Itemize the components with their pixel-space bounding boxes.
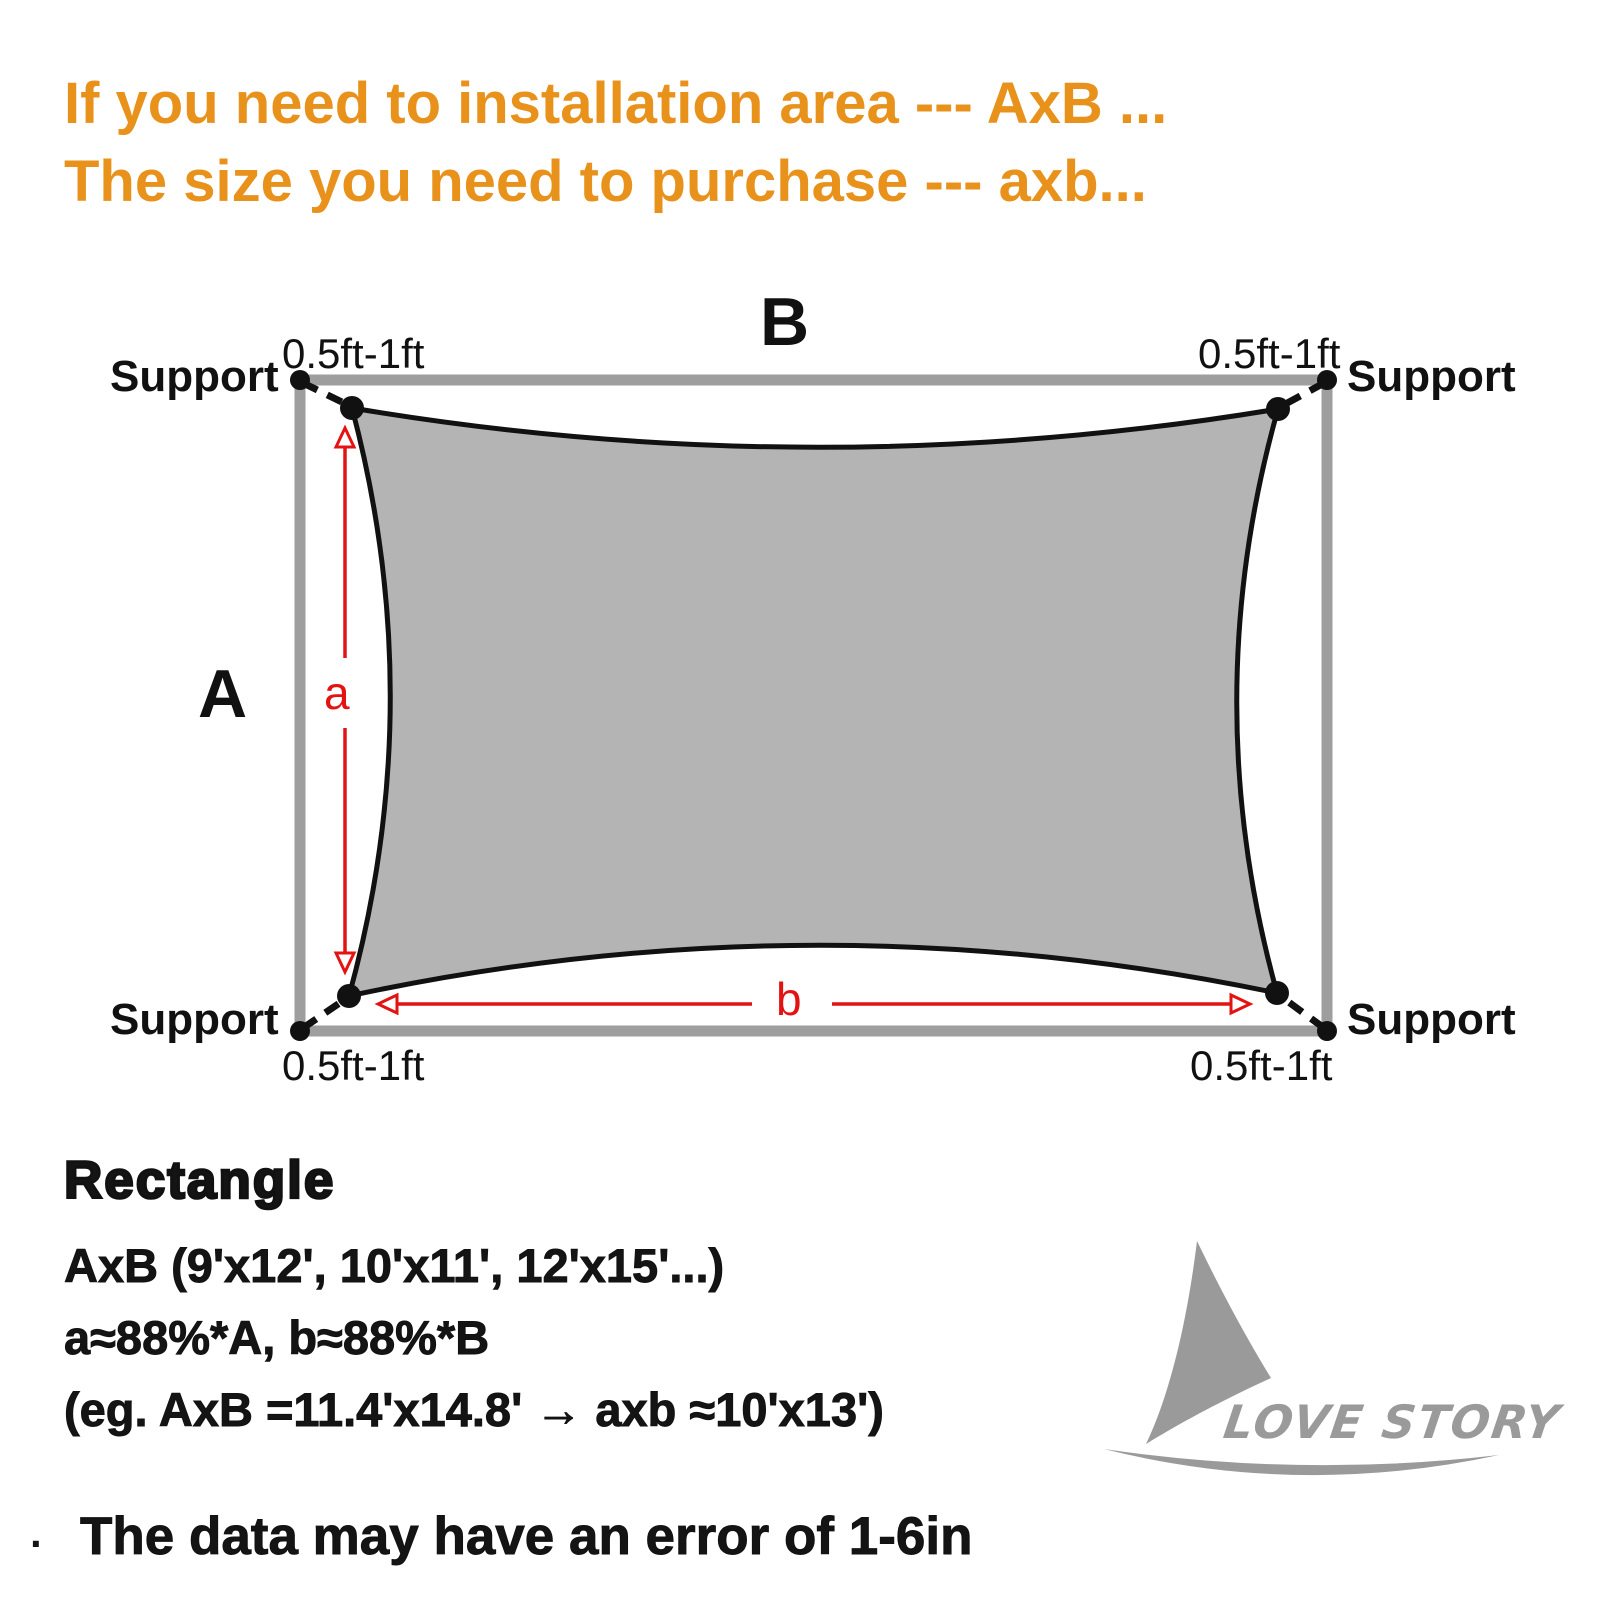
support-dot-bottom-right <box>1317 1021 1337 1041</box>
shape-name-title: Rectangle <box>64 1151 336 1210</box>
support-label-bottom-right: Support <box>1347 995 1516 1044</box>
sail-dot-bottom-left <box>337 984 361 1008</box>
brand-logo <box>1104 1241 1567 1475</box>
offset-label-top-right: 0.5ft-1ft <box>1198 330 1341 377</box>
a-arrowhead-down <box>336 953 354 972</box>
footnote-text: The data may have an error of 1-6in <box>80 1507 973 1566</box>
support-dot-bottom-left <box>290 1021 310 1041</box>
installation-width-label: B <box>760 284 810 360</box>
a-arrowhead-up <box>336 428 354 447</box>
b-arrowhead-left <box>378 995 397 1013</box>
support-label-top-left: Support <box>110 352 279 401</box>
footnote-bullet: · <box>30 1520 44 1567</box>
example-line: (eg. AxB =11.4'x14.8' → axb ≈10'x13') <box>64 1383 884 1436</box>
sail-dot-top-left <box>340 396 364 420</box>
offset-label-bottom-right: 0.5ft-1ft <box>1190 1042 1333 1089</box>
formula-line: a≈88%*A, b≈88%*B <box>64 1311 490 1364</box>
heading-line-2: The size you need to purchase --- axb... <box>64 149 1147 214</box>
offset-label-bottom-left: 0.5ft-1ft <box>282 1042 425 1089</box>
b-arrowhead-right <box>1231 995 1250 1013</box>
size-examples-line: AxB (9'x12', 10'x11', 12'x15'...) <box>64 1239 725 1292</box>
sail-height-label: a <box>324 667 350 719</box>
heading-line-1: If you need to installation area --- AxB ... <box>64 71 1168 136</box>
logo-swoosh <box>1104 1449 1499 1475</box>
sail-dot-bottom-right <box>1265 981 1289 1005</box>
sail-dot-top-right <box>1266 397 1290 421</box>
support-label-top-right: Support <box>1347 352 1516 401</box>
offset-label-top-left: 0.5ft-1ft <box>282 330 425 377</box>
installation-height-label: A <box>198 656 248 732</box>
shade-sail-shape <box>349 408 1278 996</box>
support-label-bottom-left: Support <box>110 995 279 1044</box>
b-dimension-arrow <box>378 995 1250 1013</box>
sail-width-label: b <box>776 973 802 1025</box>
logo-brand-text: LOVE STORY <box>1220 1395 1565 1449</box>
